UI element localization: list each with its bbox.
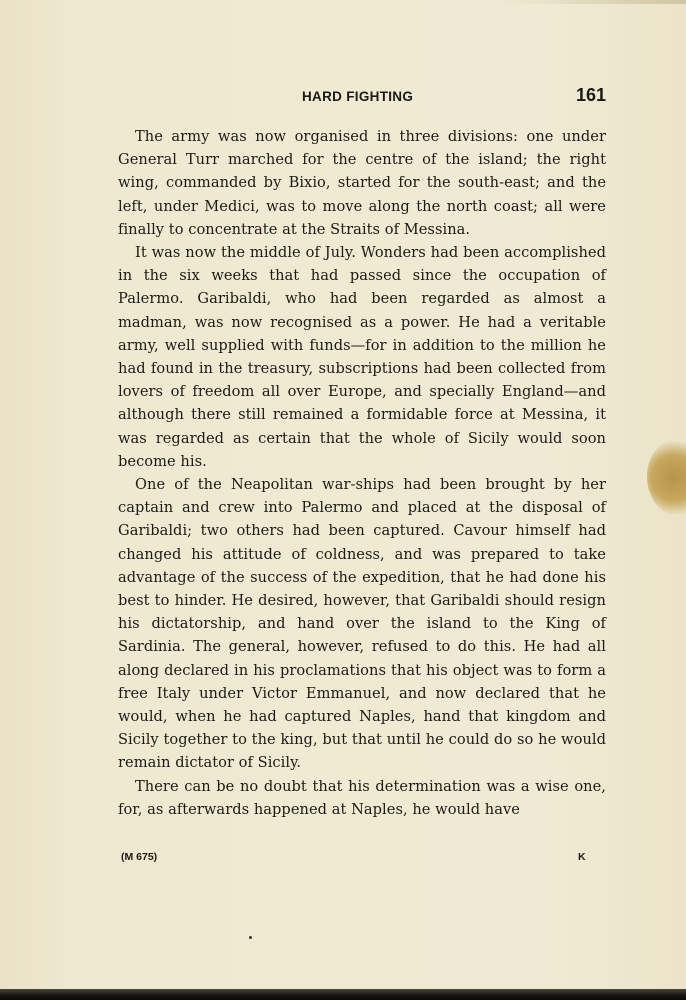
paragraph-3: One of the Neapolitan war-ships had been brought by her captain and crew into Palermo and placed at the disposal of Garibaldi; two others had been captured. Cavour himself had changed his attitude of coldness, and was prepared to take advantage of the success of the expedition, that he had done his best to hinder. He desired, however, that Garibaldi should resign his dictatorship, and hand over the island to the King of Sardinia. The general, however, refused to do this. He had all along declared in his proclamations that his object was to form a free Italy under Victor Emmanuel, and now declared that he would, when he had captured Naples, hand that kingdom and Sicily together to the king, but that until he could do so he would remain dictator of Sicily. <box>118 476 606 772</box>
running-title: HARD FIGHTING <box>302 89 414 104</box>
page-edge-mark <box>500 0 686 4</box>
paragraph-2: It was now the middle of July. Wonders had been accomplished in the six weeks that had passed since the occupation of Palermo. Garibaldi, who had been regarded as almost a madman, was now recognised as a power. He had a veritable army, well supplied with funds—for in addition to the million he had found in the treasury, subscriptions had been collected from lovers of freedom all over Europe, and specially England—and although there still remained a formidable force at Messina, it was regarded as certain that the whole of Sicily would soon become his. <box>118 244 606 470</box>
ink-dot <box>249 936 252 939</box>
running-head <box>0 86 686 108</box>
page-footer <box>0 851 686 867</box>
body-text <box>118 125 606 821</box>
paragraph-1: The army was now organised in three divisions: one under General Turr marched for the centre of the island; the right wing, commanded by Bixio, started for the south-east; and the left, under Medici, was to move along the north coast; all were finally to concentrate at the Straits of Messina. <box>118 128 606 238</box>
signature-code: (M 675) <box>121 851 158 863</box>
paragraph-4: There can be no doubt that his determination was a wise one, for, as afterwards happened at Naples, he would have <box>118 777 606 818</box>
page-number: 161 <box>576 85 607 105</box>
scan-bottom-edge <box>0 989 686 1000</box>
paper-stain <box>647 440 686 516</box>
signature-letter: K <box>578 851 586 863</box>
